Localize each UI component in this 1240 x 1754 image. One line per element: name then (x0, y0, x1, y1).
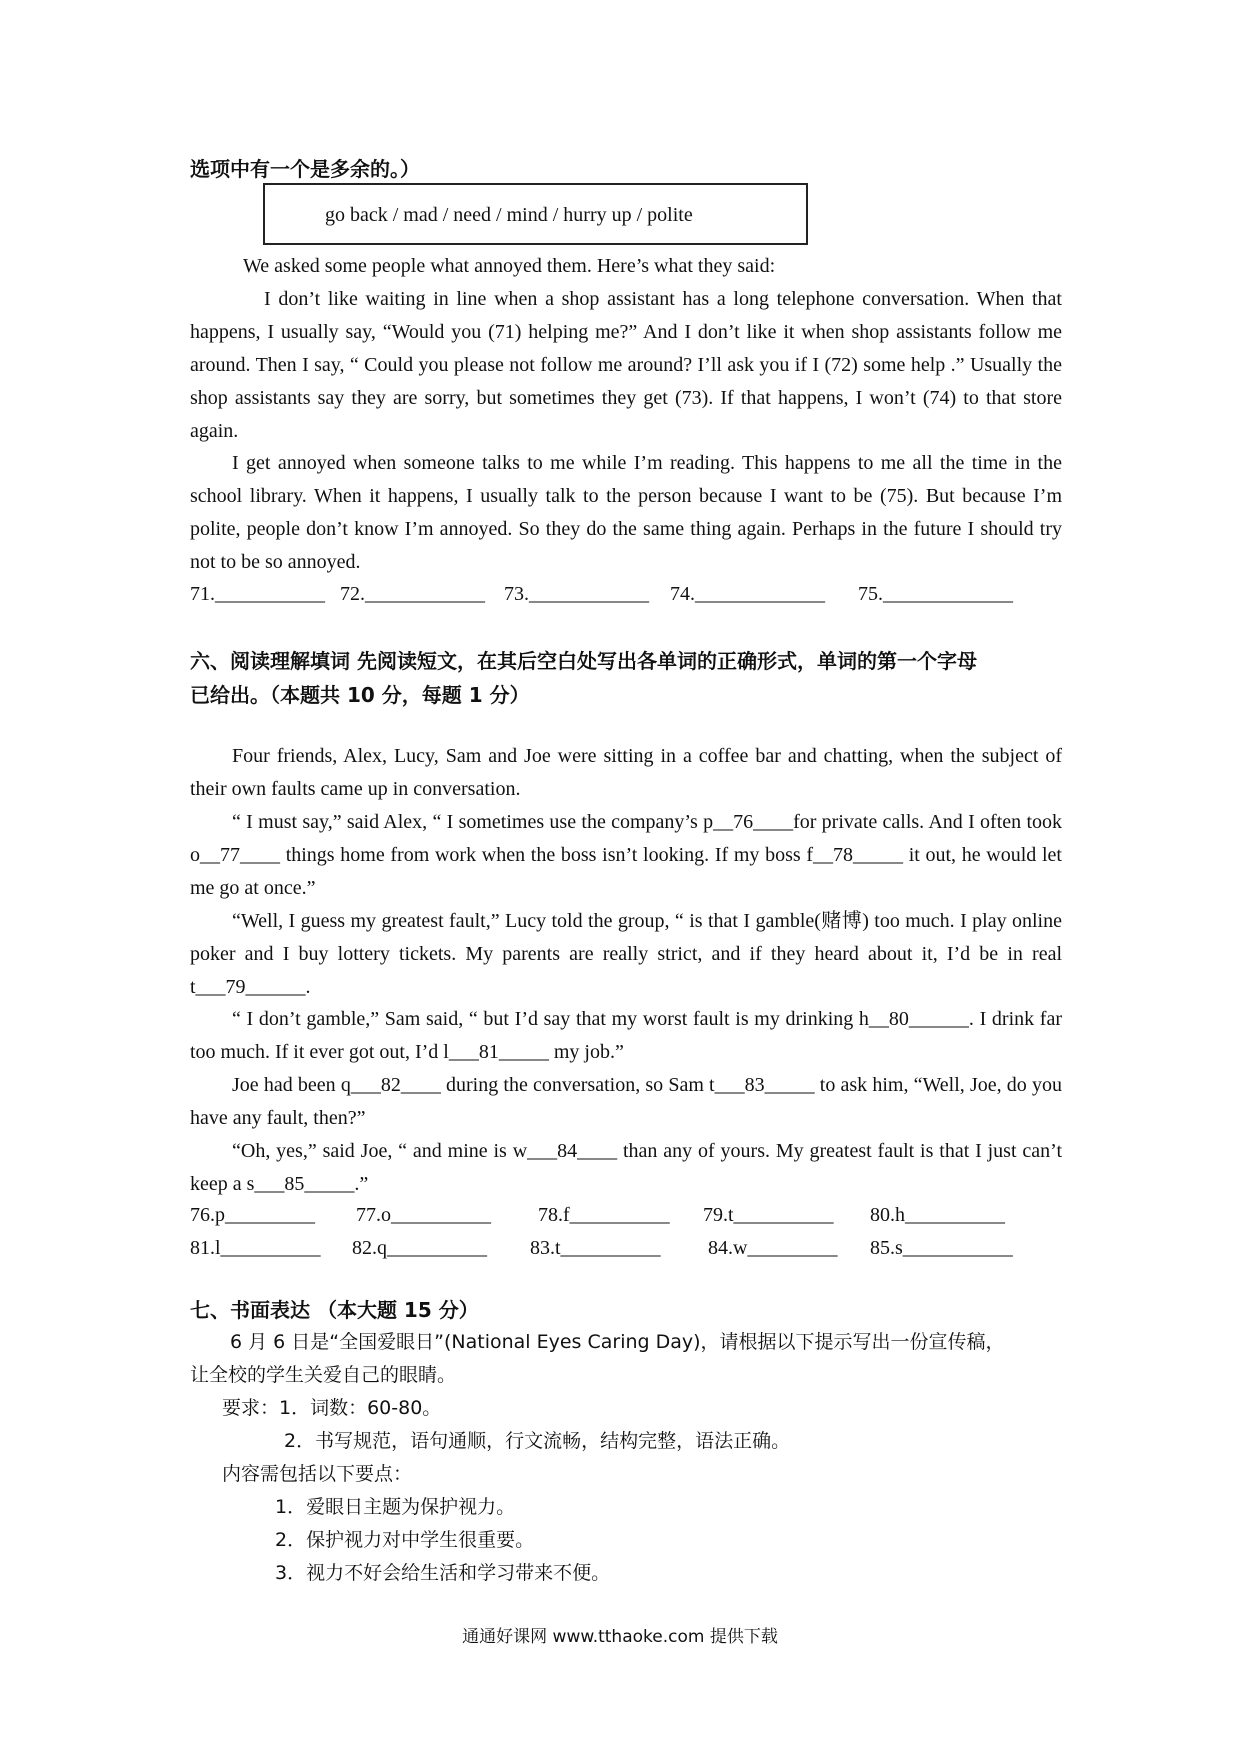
section7-requirement-2: 2．书写规范，语句通顺，行文流畅，结构完整，语法正确。 (284, 1430, 791, 1452)
answer-71[interactable]: 71.___________ (190, 583, 325, 605)
answer-84[interactable]: 84.w_________ (708, 1237, 838, 1259)
section7-prompt-line2: 让全校的学生关爱自己的眼睛。 (190, 1364, 457, 1386)
section6-heading-line2: 已给出。（本题共 10 分，每题 1 分） (190, 683, 530, 707)
answer-74[interactable]: 74._____________ (670, 583, 825, 605)
section6-paragraph-4: “ I don’t gamble,” Sam said, “ but I’d say that my worst fault is my drinking h__80______. I drink far too much. If it ever got out, I’d l___81_____ my job.” (190, 1008, 1062, 1063)
section7-point-1: 1．爱眼日主题为保护视力。 (275, 1496, 516, 1518)
word-box (263, 183, 808, 245)
section5-paragraph-1: I don’t like waiting in line when a shop assistant has a long telephone conversation. When that happens, I usually say, “Would you (71) helping me?” And I don’t like it when shop assistants follow me around. Then I say, “ Could you please not follow me around? I’ll ask you if I (72) some help .” Usually the shop assistants say they are sorry, but sometimes they get (73). If that happens, I won’t (74) to that store again. (190, 288, 1062, 442)
answer-83[interactable]: 83.t__________ (530, 1237, 661, 1259)
section7-heading: 七、书面表达 （本大题 15 分） (190, 1298, 479, 1322)
section5-lead: We asked some people what annoyed them. Here’s what they said: (243, 255, 776, 277)
section6-paragraph-1: Four friends, Alex, Lucy, Sam and Joe were sitting in a coffee bar and chatting, when the subject of their own faults came up in conversation. (190, 745, 1062, 800)
page-footer: 通通好课网 www.tthaoke.com 提供下载 (462, 1627, 778, 1647)
section7-point-3: 3．视力不好会给生活和学习带来不便。 (275, 1562, 611, 1584)
answer-72[interactable]: 72.____________ (340, 583, 485, 605)
section6-paragraph-2: “ I must say,” said Alex, “ I sometimes use the company’s p__76____for private calls. And I often took o__77____ things home from work when the boss isn’t looking. If my boss f__78_____ it out, he would let me go at once.” (190, 811, 1062, 899)
word-box-options: go back / mad / need / mind / hurry up / polite (325, 204, 693, 226)
section7-points-label: 内容需包括以下要点： (222, 1463, 413, 1485)
answer-77[interactable]: 77.o__________ (356, 1204, 491, 1226)
section6-heading-line1: 六、阅读理解填词 先阅读短文，在其后空白处写出各单词的正确形式，单词的第一个字母 (190, 649, 977, 673)
section6-paragraph-3: “Well, I guess my greatest fault,” Lucy told the group, “ is that I gamble(赌博) too much. I play online poker and I buy lottery tickets. My parents are really strict, and if they heard about it, I’d be in real t___79______. (190, 910, 1062, 998)
answer-81[interactable]: 81.l__________ (190, 1237, 321, 1259)
section7-point-2: 2．保护视力对中学生很重要。 (275, 1529, 535, 1551)
section6-paragraph-6: “Oh, yes,” said Joe, “ and mine is w___84____ than any of yours. My greatest fault is that I just can’t keep a s___85_____.” (190, 1140, 1062, 1195)
section7-prompt-line1: 6 月 6 日是“全国爱眼日”(National Eyes Caring Day)，请根据以下提示写出一份宣传稿， (230, 1331, 1005, 1353)
answer-76[interactable]: 76.p_________ (190, 1204, 315, 1226)
answer-75[interactable]: 75._____________ (858, 583, 1013, 605)
answer-85[interactable]: 85.s___________ (870, 1237, 1013, 1259)
section5-intro-tail: 选项中有一个是多余的。） (190, 157, 420, 181)
section6-paragraph-5: Joe had been q___82____ during the conversation, so Sam t___83_____ to ask him, “Well, Joe, do you have any fault, then?” (190, 1074, 1062, 1129)
answer-78[interactable]: 78.f__________ (538, 1204, 670, 1226)
section5-paragraph-2: I get annoyed when someone talks to me while I’m reading. This happens to me all the time in the school library. When it happens, I usually talk to the person because I want to be (75). But because I’m polite, people don’t know I’m annoyed. So they do the same thing again. Perhaps in the future I should try not to be so annoyed. (190, 452, 1062, 573)
answer-73[interactable]: 73.____________ (504, 583, 649, 605)
answer-79[interactable]: 79.t__________ (703, 1204, 834, 1226)
answer-80[interactable]: 80.h__________ (870, 1204, 1005, 1226)
section7-requirement-1: 要求：1．词数：60-80。 (222, 1397, 442, 1419)
answer-82[interactable]: 82.q__________ (352, 1237, 487, 1259)
